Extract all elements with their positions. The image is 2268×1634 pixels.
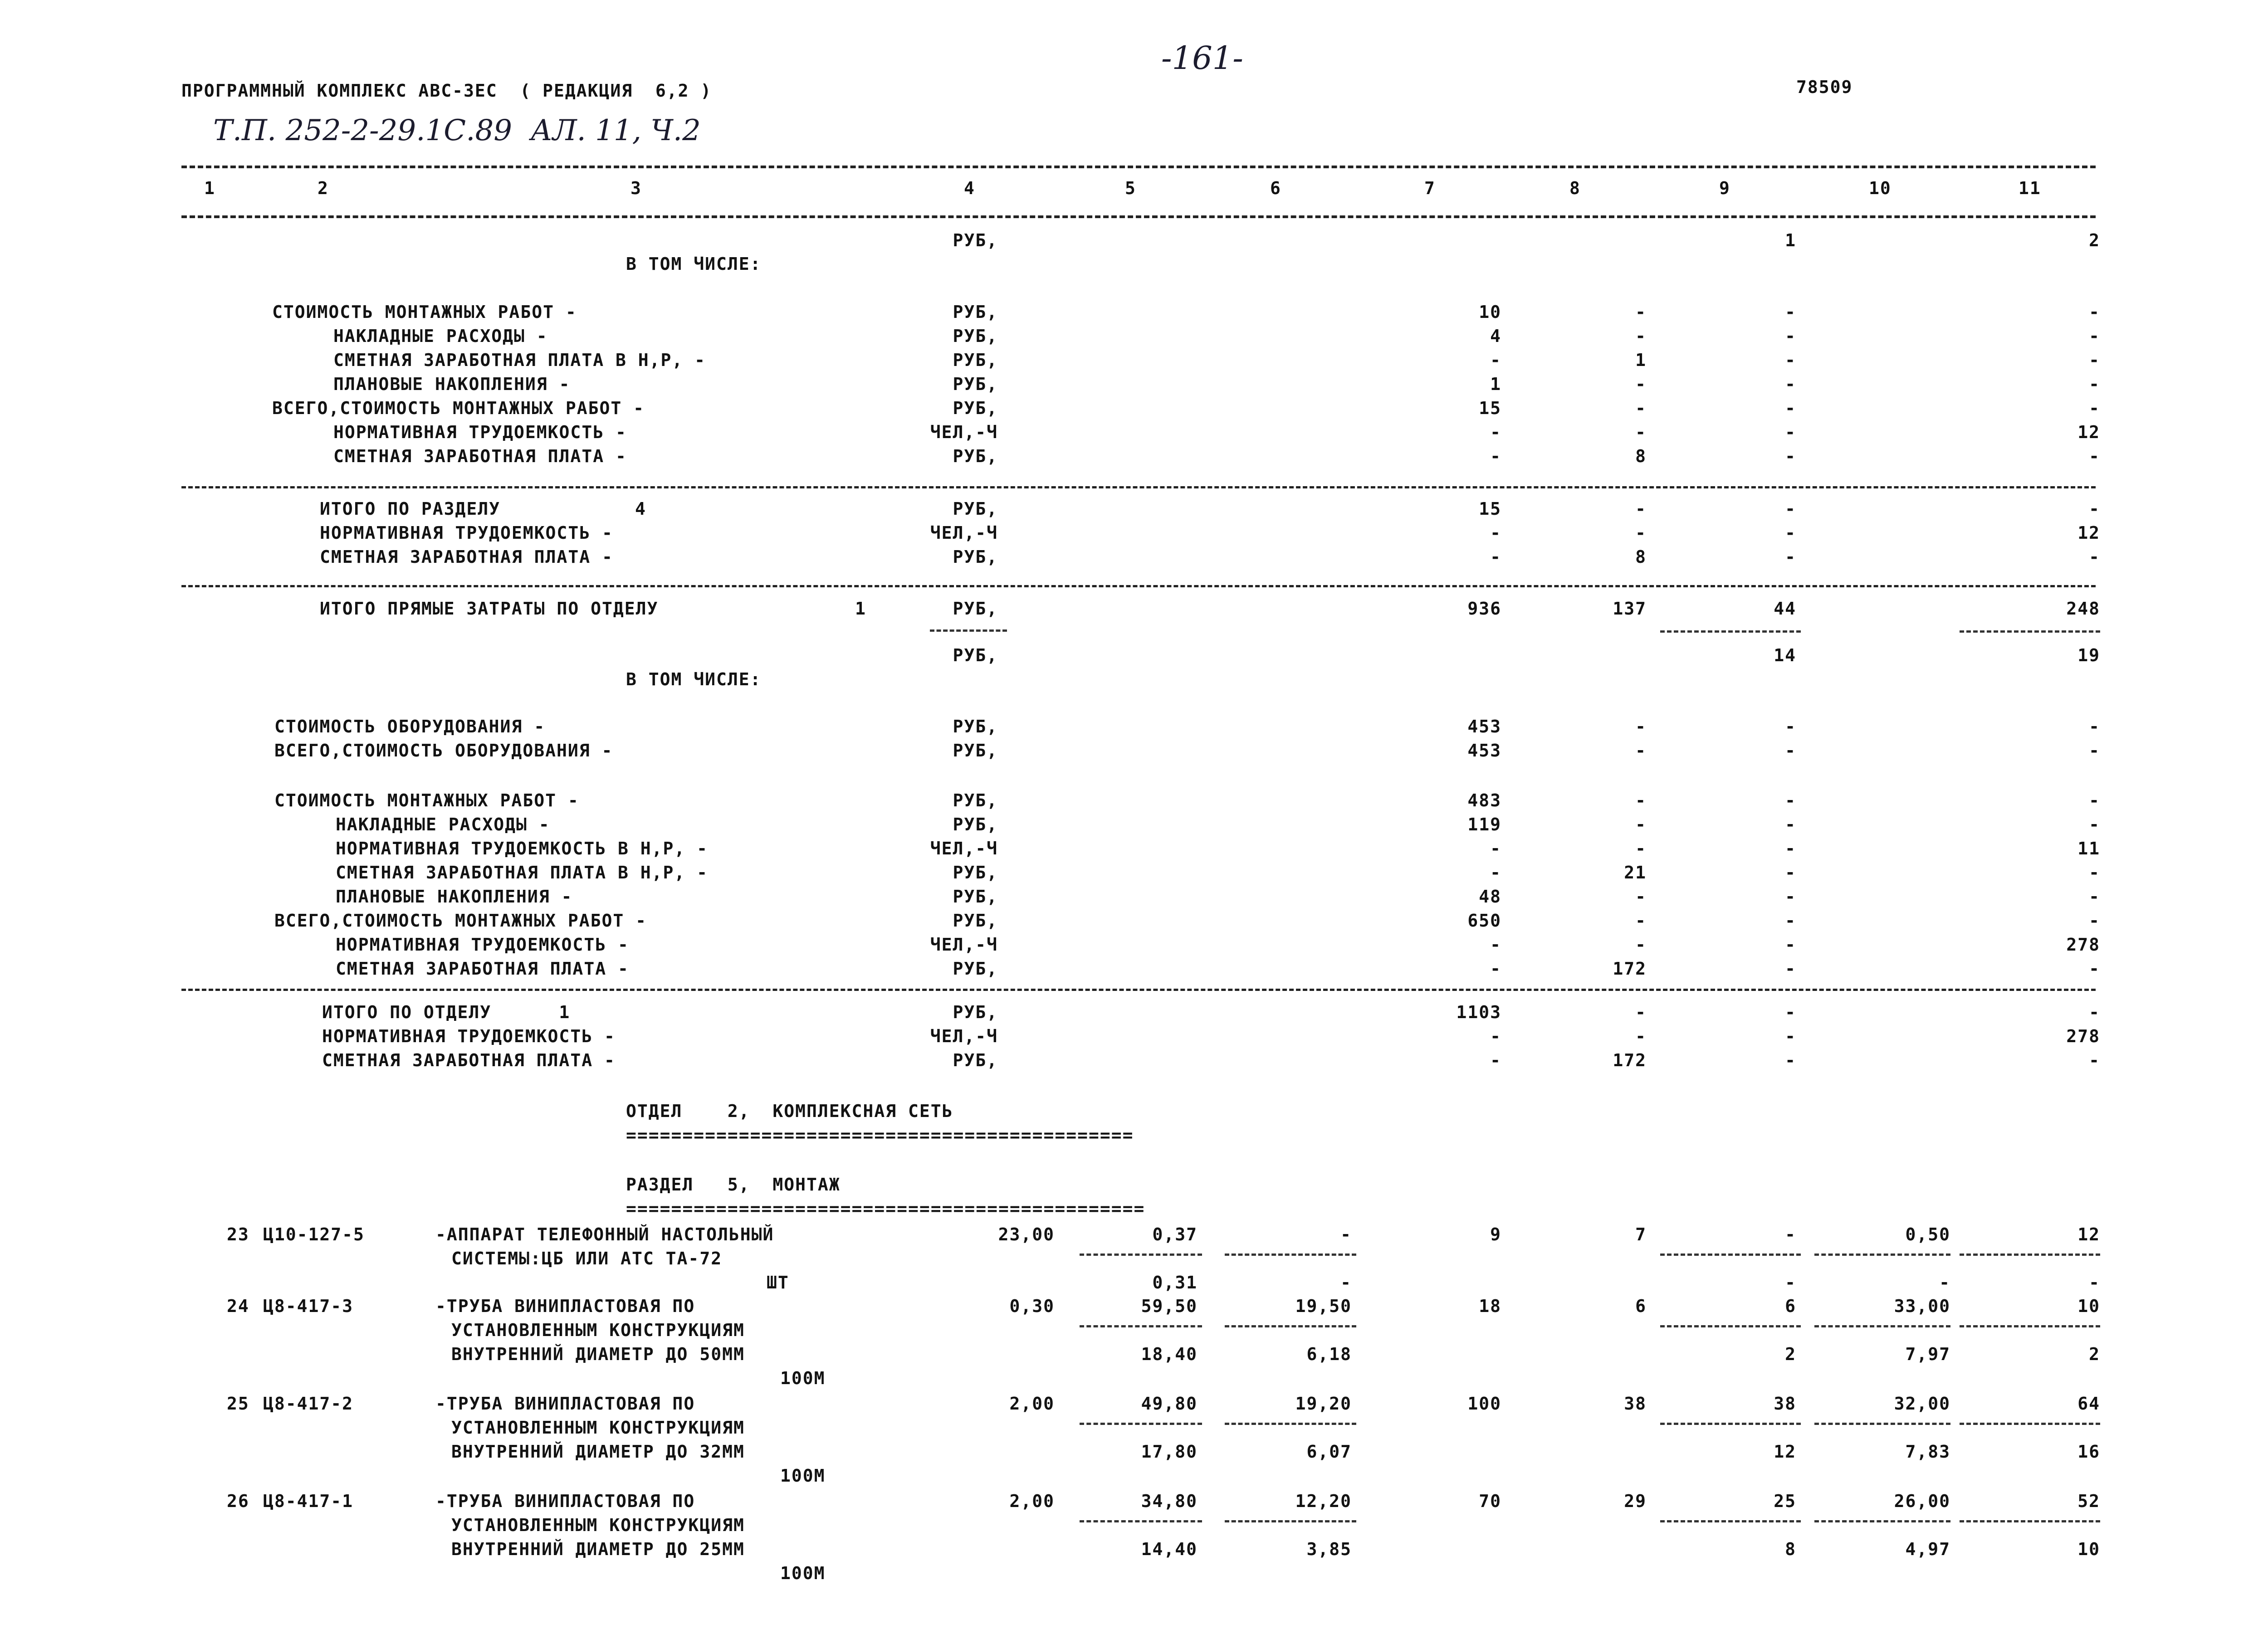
cell-underline <box>1225 1520 1356 1522</box>
unit-cell: ЧЕЛ,-Ч <box>930 935 998 955</box>
col8-cell: - <box>1635 887 1647 907</box>
quantity-cell: 2,00 <box>1009 1394 1055 1414</box>
column-header: 1 <box>204 178 215 198</box>
col8-cell: 29 <box>1624 1491 1647 1511</box>
row-label: СМЕТНАЯ ЗАРАБОТНАЯ ПЛАТА - <box>336 959 629 979</box>
row-label: СМЕТНАЯ ЗАРАБОТНАЯ ПЛАТА - <box>322 1050 616 1070</box>
col7-cell: - <box>1490 863 1501 883</box>
col9-cell: - <box>1785 302 1796 322</box>
col11-cell: - <box>2089 547 2100 567</box>
cell-underline <box>1960 1254 2100 1256</box>
unit-cell: РУБ, <box>953 1002 998 1022</box>
col11-cell: - <box>2089 1050 2100 1070</box>
col7-cell: 15 <box>1479 499 1501 519</box>
col7-cell: 453 <box>1467 741 1501 761</box>
double-rule: ============================================== <box>626 1199 1145 1219</box>
col8-cell: - <box>1635 1026 1647 1046</box>
cell-underline <box>1080 1520 1202 1522</box>
row-label: СМЕТНАЯ ЗАРАБОТНАЯ ПЛАТА - <box>333 446 627 466</box>
col10-cell: - <box>1939 1273 1950 1293</box>
col7-cell: - <box>1490 422 1501 442</box>
col6-cell: 3,85 <box>1306 1539 1352 1559</box>
row-label: ИТОГО ПО ОТДЕЛУ 1 <box>322 1002 571 1022</box>
col11-cell: - <box>2089 446 2100 466</box>
col9-cell: - <box>1785 815 1796 834</box>
col7-cell: - <box>1490 839 1501 858</box>
quantity-cell: 0,30 <box>1009 1296 1055 1316</box>
cell-underline <box>1660 1423 1801 1425</box>
cell-underline <box>1660 1325 1801 1327</box>
row-label: СМЕТНАЯ ЗАРАБОТНАЯ ПЛАТА В Н,Р, - <box>336 863 708 883</box>
unit-cell: ЧЕЛ,-Ч <box>930 839 998 858</box>
column-header: 6 <box>1270 178 1281 198</box>
column-header: 9 <box>1719 178 1730 198</box>
col11-cell: 12 <box>2077 1224 2100 1244</box>
col8-cell: - <box>1635 911 1647 931</box>
col9-cell: 44 <box>1774 599 1796 619</box>
item-description: -ТРУБА ВИНИПЛАСТОВАЯ ПО <box>435 1296 695 1316</box>
subheading: В ТОМ ЧИСЛЕ: <box>626 254 762 274</box>
item-description: -АППАРАТ ТЕЛЕФОННЫЙ НАСТОЛЬНЫЙ <box>435 1224 774 1244</box>
col7-cell: - <box>1490 523 1501 543</box>
cell-underline <box>1960 1520 2100 1522</box>
cell-underline <box>1960 630 2100 633</box>
col10-cell: 33,00 <box>1894 1296 1950 1316</box>
col7-cell: 48 <box>1479 887 1501 907</box>
price-code: Ц10-127-5 <box>263 1224 365 1244</box>
cell-underline <box>1080 1325 1202 1327</box>
unit-cell: РУБ, <box>953 302 998 322</box>
unit-cell: ЧЕЛ,-Ч <box>930 422 998 442</box>
col9-cell: - <box>1785 398 1796 418</box>
col10-cell: 4,97 <box>1905 1539 1950 1559</box>
col5-cell: 17,80 <box>1141 1442 1198 1462</box>
col9-cell: - <box>1785 1273 1796 1293</box>
col7-cell: - <box>1490 350 1501 370</box>
col8-cell: 1 <box>1635 350 1647 370</box>
col6-cell: - <box>1340 1224 1352 1244</box>
unit-cell: РУБ, <box>953 645 998 665</box>
item-description: ШТ <box>767 1273 789 1293</box>
col8-cell: - <box>1635 499 1647 519</box>
row-label: ПЛАНОВЫЕ НАКОПЛЕНИЯ - <box>333 374 571 394</box>
column-header: 2 <box>318 178 329 198</box>
col10-cell: 7,97 <box>1905 1344 1950 1364</box>
col8-cell: - <box>1635 741 1647 761</box>
col8-cell: - <box>1635 523 1647 543</box>
item-description: ВНУТРЕННИЙ ДИАМЕТР ДО 25ММ <box>451 1539 745 1559</box>
row-label: ИТОГО ПО РАЗДЕЛУ <box>320 499 501 519</box>
col5-cell: 0,37 <box>1152 1224 1198 1244</box>
col5-cell: 18,40 <box>1141 1344 1198 1364</box>
col8-cell: 8 <box>1635 446 1647 466</box>
col7-cell: 9 <box>1490 1224 1501 1244</box>
col9-cell: - <box>1785 350 1796 370</box>
unit-cell: РУБ, <box>953 446 998 466</box>
col11-cell: - <box>2089 326 2100 346</box>
item-number: 23 <box>227 1224 249 1244</box>
unit-cell: РУБ, <box>953 790 998 810</box>
col7-cell: 483 <box>1467 790 1501 810</box>
row-label: НАКЛАДНЫЕ РАСХОДЫ - <box>333 326 548 346</box>
column-header: 11 <box>2019 178 2041 198</box>
cell-underline <box>1080 1423 1202 1425</box>
unit-cell: РУБ, <box>953 547 998 567</box>
col9-cell: 8 <box>1785 1539 1796 1559</box>
col8-cell: 6 <box>1635 1296 1647 1316</box>
cell-underline <box>930 629 1007 632</box>
item-number: 24 <box>227 1296 249 1316</box>
cell-underline <box>1225 1423 1356 1425</box>
col7-cell: 18 <box>1479 1296 1501 1316</box>
col7-cell: 4 <box>1490 326 1501 346</box>
column-header: 8 <box>1569 178 1581 198</box>
col8-cell: - <box>1635 717 1647 737</box>
item-number: 25 <box>227 1394 249 1414</box>
col8-cell: 21 <box>1624 863 1647 883</box>
item-description: ВНУТРЕННИЙ ДИАМЕТР ДО 32ММ <box>451 1442 745 1462</box>
col11-cell: - <box>2089 398 2100 418</box>
unit-cell: РУБ, <box>953 398 998 418</box>
price-code: Ц8-417-2 <box>263 1394 354 1414</box>
item-description: УСТАНОВЛЕННЫМ КОНСТРУКЦИЯМ <box>451 1515 745 1535</box>
col8-cell: - <box>1635 935 1647 955</box>
col8-cell: - <box>1635 1002 1647 1022</box>
col9-cell: - <box>1785 422 1796 442</box>
col9-cell: - <box>1785 547 1796 567</box>
col10-cell: 0,50 <box>1905 1224 1950 1244</box>
section-rule <box>181 585 2096 587</box>
col7-cell: 1103 <box>1456 1002 1501 1022</box>
price-code: Ц8-417-3 <box>263 1296 354 1316</box>
cell-underline <box>1814 1423 1950 1425</box>
cell-underline <box>1660 1254 1801 1256</box>
cell-underline <box>1225 1254 1356 1256</box>
col7-cell: 119 <box>1467 815 1501 834</box>
column-header: 7 <box>1424 178 1436 198</box>
col8-cell: - <box>1635 839 1647 858</box>
header-rule-bottom <box>181 215 2096 218</box>
col7-cell: 100 <box>1467 1394 1501 1414</box>
col5-cell: 0,31 <box>1152 1273 1198 1293</box>
cell-underline <box>1814 1325 1950 1327</box>
col11-cell: 10 <box>2077 1539 2100 1559</box>
unit-cell: РУБ, <box>953 717 998 737</box>
col8-cell: - <box>1635 422 1647 442</box>
col9-cell: 38 <box>1774 1394 1796 1414</box>
row-label: ВСЕГО,СТОИМОСТЬ МОНТАЖНЫХ РАБОТ - <box>272 398 645 418</box>
col7-cell: - <box>1490 446 1501 466</box>
unit-cell: ЧЕЛ,-Ч <box>930 523 998 543</box>
col11-cell: 248 <box>2066 599 2100 619</box>
col11-cell: - <box>2089 1002 2100 1022</box>
unit-cell: РУБ, <box>953 1050 998 1070</box>
col6-cell: - <box>1340 1273 1352 1293</box>
subheading: В ТОМ ЧИСЛЕ: <box>626 669 762 689</box>
unit-cell: РУБ, <box>953 887 998 907</box>
item-description: УСТАНОВЛЕННЫМ КОНСТРУКЦИЯМ <box>451 1418 745 1438</box>
cell-underline <box>1660 630 1801 633</box>
handwritten-reference: Т.П. 252-2-29.1С.89 АЛ. 11, Ч.2 <box>213 114 701 147</box>
col9-cell: - <box>1785 863 1796 883</box>
item-description: 100М <box>780 1466 826 1486</box>
item-description: 100М <box>780 1368 826 1388</box>
page-number: -161- <box>1161 39 1243 77</box>
col9-cell: - <box>1785 523 1796 543</box>
col11-cell: - <box>2089 741 2100 761</box>
row-label: СТОИМОСТЬ ОБОРУДОВАНИЯ - <box>274 717 546 737</box>
col9-cell: - <box>1785 374 1796 394</box>
col9-cell: 14 <box>1774 645 1796 665</box>
col10-cell: 26,00 <box>1894 1491 1950 1511</box>
row-label: ИТОГО ПРЯМЫЕ ЗАТРАТЫ ПО ОТДЕЛУ <box>320 599 659 619</box>
col9-cell: - <box>1785 326 1796 346</box>
col8-cell: - <box>1635 398 1647 418</box>
col11-cell: 10 <box>2077 1296 2100 1316</box>
col10-cell: 32,00 <box>1894 1394 1950 1414</box>
unit-cell: РУБ, <box>953 741 998 761</box>
unit-cell: РУБ, <box>953 911 998 931</box>
unit-cell: РУБ, <box>953 863 998 883</box>
col8-cell: - <box>1635 815 1647 834</box>
item-description: ВНУТРЕННИЙ ДИАМЕТР ДО 50ММ <box>451 1344 745 1364</box>
unit-cell: ЧЕЛ,-Ч <box>930 1026 998 1046</box>
col9-cell: - <box>1785 790 1796 810</box>
item-description: 100М <box>780 1563 826 1583</box>
cell-underline <box>1660 1520 1801 1522</box>
col6-cell: 19,20 <box>1295 1394 1352 1414</box>
col9-cell: - <box>1785 717 1796 737</box>
col7-cell: 70 <box>1479 1491 1501 1511</box>
header-rule-top <box>181 166 2096 168</box>
col7-cell: - <box>1490 959 1501 979</box>
cell-underline <box>1080 1254 1202 1256</box>
col9-cell: 2 <box>1785 1344 1796 1364</box>
col6-cell: 6,07 <box>1306 1442 1352 1462</box>
col9-cell: 6 <box>1785 1296 1796 1316</box>
col11-cell: - <box>2089 350 2100 370</box>
col6-cell: 12,20 <box>1295 1491 1352 1511</box>
col7-cell: - <box>1490 935 1501 955</box>
col11-cell: 2 <box>2089 230 2100 250</box>
col11-cell: - <box>2089 959 2100 979</box>
col9-cell: - <box>1785 911 1796 931</box>
section-number: 4 <box>635 499 646 519</box>
column-header: 4 <box>964 178 975 198</box>
item-description: -ТРУБА ВИНИПЛАСТОВАЯ ПО <box>435 1491 695 1511</box>
row-label: ПЛАНОВЫЕ НАКОПЛЕНИЯ - <box>336 887 573 907</box>
col11-cell: - <box>2089 887 2100 907</box>
cell-underline <box>1814 1520 1950 1522</box>
col10-cell: 7,83 <box>1905 1442 1950 1462</box>
col8-cell: 137 <box>1613 599 1647 619</box>
col11-cell: - <box>2089 499 2100 519</box>
col7-cell: - <box>1490 1026 1501 1046</box>
col11-cell: - <box>2089 717 2100 737</box>
col11-cell: - <box>2089 1273 2100 1293</box>
col9-cell: 25 <box>1774 1491 1796 1511</box>
unit-cell: РУБ, <box>953 374 998 394</box>
col5-cell: 14,40 <box>1141 1539 1198 1559</box>
row-label: СТОИМОСТЬ МОНТАЖНЫХ РАБОТ - <box>272 302 577 322</box>
col8-cell: - <box>1635 374 1647 394</box>
row-label: СТОИМОСТЬ МОНТАЖНЫХ РАБОТ - <box>274 790 579 810</box>
col11-cell: - <box>2089 863 2100 883</box>
section-title: РАЗДЕЛ 5, МОНТАЖ <box>626 1175 841 1195</box>
row-label: НОРМАТИВНАЯ ТРУДОЕМКОСТЬ - <box>320 523 613 543</box>
section-rule <box>181 989 2096 991</box>
col9-cell: - <box>1785 887 1796 907</box>
cell-underline <box>1225 1325 1356 1327</box>
col9-cell: - <box>1785 499 1796 519</box>
section-rule <box>181 486 2096 488</box>
col5-cell: 34,80 <box>1141 1491 1198 1511</box>
row-label: НОРМАТИВНАЯ ТРУДОЕМКОСТЬ - <box>333 422 627 442</box>
row-label: НАКЛАДНЫЕ РАСХОДЫ - <box>336 815 550 834</box>
col7-cell: 10 <box>1479 302 1501 322</box>
col11-cell: 16 <box>2077 1442 2100 1462</box>
item-description: УСТАНОВЛЕННЫМ КОНСТРУКЦИЯМ <box>451 1320 745 1340</box>
col7-cell: - <box>1490 547 1501 567</box>
col9-cell: - <box>1785 446 1796 466</box>
quantity-cell: 23,00 <box>998 1224 1055 1244</box>
row-label: НОРМАТИВНАЯ ТРУДОЕМКОСТЬ - <box>336 935 629 955</box>
col11-cell: 12 <box>2077 422 2100 442</box>
col8-cell: 8 <box>1635 547 1647 567</box>
double-rule: ============================================= <box>626 1125 1134 1145</box>
col9-cell: - <box>1785 1002 1796 1022</box>
row-label: ВСЕГО,СТОИМОСТЬ ОБОРУДОВАНИЯ - <box>274 741 613 761</box>
column-header: 3 <box>631 178 642 198</box>
col9-cell: - <box>1785 1224 1796 1244</box>
col11-cell: 278 <box>2066 1026 2100 1046</box>
col9-cell: - <box>1785 959 1796 979</box>
row-label: ВСЕГО,СТОИМОСТЬ МОНТАЖНЫХ РАБОТ - <box>274 911 647 931</box>
col6-cell: 6,18 <box>1306 1344 1352 1364</box>
unit-cell: РУБ, <box>953 599 998 619</box>
col11-cell: 19 <box>2077 645 2100 665</box>
col8-cell: 172 <box>1613 1050 1647 1070</box>
col11-cell: 11 <box>2077 839 2100 858</box>
cell-underline <box>1814 1254 1950 1256</box>
price-code: Ц8-417-1 <box>263 1491 354 1511</box>
unit-cell: РУБ, <box>953 230 998 250</box>
col9-cell: - <box>1785 741 1796 761</box>
cell-underline <box>1960 1423 2100 1425</box>
col8-cell: 7 <box>1635 1224 1647 1244</box>
col7-cell: 453 <box>1467 717 1501 737</box>
row-label: НОРМАТИВНАЯ ТРУДОЕМКОСТЬ В Н,Р, - <box>336 839 708 858</box>
col5-cell: 59,50 <box>1141 1296 1198 1316</box>
document-number: 78509 <box>1796 77 1853 97</box>
col9-cell: - <box>1785 1050 1796 1070</box>
column-header: 5 <box>1125 178 1136 198</box>
unit-cell: РУБ, <box>953 350 998 370</box>
unit-cell: РУБ, <box>953 815 998 834</box>
col11-cell: - <box>2089 911 2100 931</box>
col11-cell: 278 <box>2066 935 2100 955</box>
col11-cell: - <box>2089 815 2100 834</box>
col8-cell: 38 <box>1624 1394 1647 1414</box>
col7-cell: 936 <box>1467 599 1501 619</box>
unit-cell: РУБ, <box>953 326 998 346</box>
row-label: СМЕТНАЯ ЗАРАБОТНАЯ ПЛАТА В Н,Р, - <box>333 350 706 370</box>
col9-cell: 1 <box>1785 230 1796 250</box>
item-number: 26 <box>227 1491 249 1511</box>
program-title: ПРОГРАММНЫЙ КОМПЛЕКС АВС-3ЕС ( РЕДАКЦИЯ 6,2 ) <box>181 81 712 101</box>
col8-cell: - <box>1635 790 1647 810</box>
col9-cell: - <box>1785 935 1796 955</box>
department-number: 1 <box>855 599 866 619</box>
col5-cell: 49,80 <box>1141 1394 1198 1414</box>
col7-cell: 1 <box>1490 374 1501 394</box>
col7-cell: 15 <box>1479 398 1501 418</box>
col11-cell: 12 <box>2077 523 2100 543</box>
col7-cell: - <box>1490 1050 1501 1070</box>
col8-cell: 172 <box>1613 959 1647 979</box>
col11-cell: - <box>2089 374 2100 394</box>
col11-cell: 2 <box>2089 1344 2100 1364</box>
col11-cell: - <box>2089 302 2100 322</box>
column-header: 10 <box>1869 178 1892 198</box>
col11-cell: 64 <box>2077 1394 2100 1414</box>
col9-cell: - <box>1785 839 1796 858</box>
col8-cell: - <box>1635 302 1647 322</box>
col9-cell: 12 <box>1774 1442 1796 1462</box>
cell-underline <box>1960 1325 2100 1327</box>
unit-cell: РУБ, <box>953 959 998 979</box>
col6-cell: 19,50 <box>1295 1296 1352 1316</box>
col11-cell: 52 <box>2077 1491 2100 1511</box>
col9-cell: - <box>1785 1026 1796 1046</box>
row-label: НОРМАТИВНАЯ ТРУДОЕМКОСТЬ - <box>322 1026 616 1046</box>
col7-cell: 650 <box>1467 911 1501 931</box>
item-description: -ТРУБА ВИНИПЛАСТОВАЯ ПО <box>435 1394 695 1414</box>
unit-cell: РУБ, <box>953 499 998 519</box>
col8-cell: - <box>1635 326 1647 346</box>
item-description: СИСТЕМЫ:ЦБ ИЛИ АТС ТА-72 <box>451 1249 723 1268</box>
row-label: СМЕТНАЯ ЗАРАБОТНАЯ ПЛАТА - <box>320 547 613 567</box>
col11-cell: - <box>2089 790 2100 810</box>
quantity-cell: 2,00 <box>1009 1491 1055 1511</box>
department-title: ОТДЕЛ 2, КОМПЛЕКСНАЯ СЕТЬ <box>626 1101 953 1121</box>
